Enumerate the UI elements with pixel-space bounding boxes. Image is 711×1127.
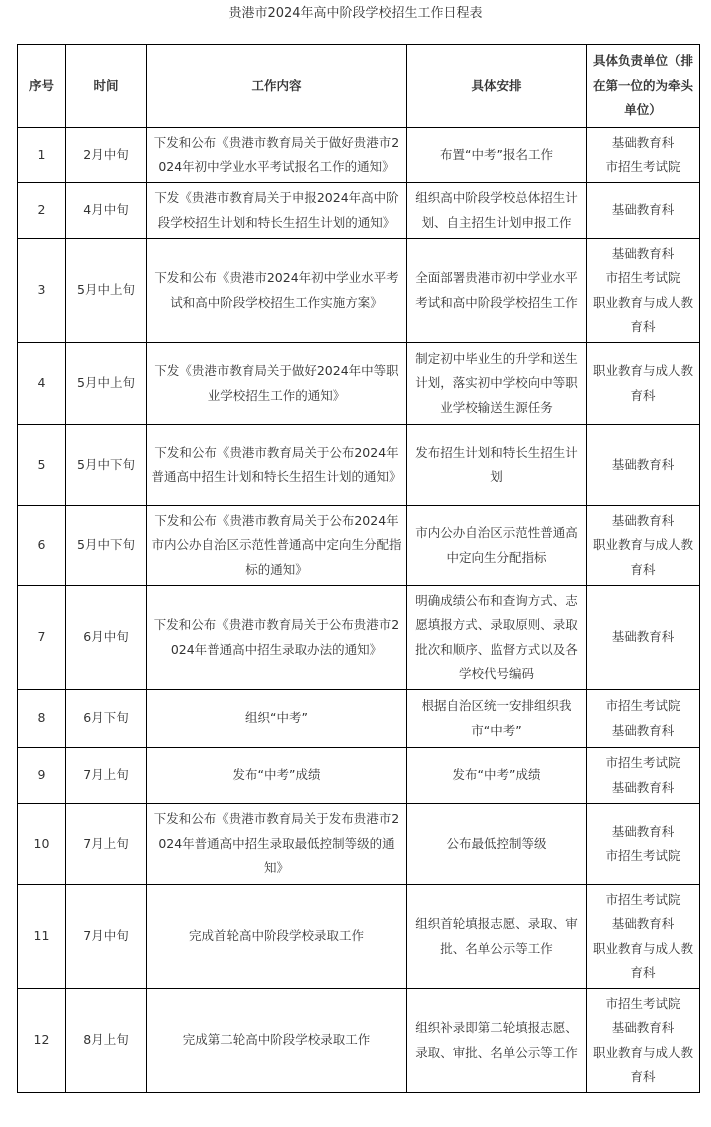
responsible-unit: 市招生考试院 xyxy=(605,848,681,863)
cell-time: 5月中上旬 xyxy=(66,343,147,425)
cell-no: 2 xyxy=(18,183,66,239)
responsible-unit: 基础教育科 xyxy=(611,1020,675,1035)
cell-no: 9 xyxy=(18,748,66,804)
header-units: 具体负责单位（排在第一位的为牵头单位） xyxy=(587,45,700,128)
table-row xyxy=(18,885,700,989)
table-row xyxy=(18,239,700,343)
cell-time: 7月中旬 xyxy=(66,885,147,989)
cell-units xyxy=(587,885,700,989)
cell-arrangement: 明确成绩公布和查询方式、志愿填报方式、录取原则、录取批次和顺序、监督方式以及各学校代号编码 xyxy=(407,586,587,690)
cell-units xyxy=(587,506,700,586)
header-row xyxy=(18,45,700,128)
cell-no: 11 xyxy=(18,885,66,989)
schedule-table xyxy=(17,44,700,1093)
cell-no: 8 xyxy=(18,690,66,748)
cell-no: 6 xyxy=(18,506,66,586)
cell-units xyxy=(587,586,700,690)
cell-content: 下发和公布《贵港市2024年初中学业水平考试和高中阶段学校招生工作实施方案》 xyxy=(147,239,407,343)
table-row xyxy=(18,183,700,239)
responsible-unit: 市招生考试院 xyxy=(605,995,681,1011)
cell-content: 下发和公布《贵港市教育局关于发布贵港市2024年普通高中招生录取最低控制等级的通知》 xyxy=(147,804,407,885)
cell-content: 完成首轮高中阶段学校录取工作 xyxy=(147,885,407,989)
header-no: 序号 xyxy=(18,45,66,128)
cell-units xyxy=(587,128,700,183)
responsible-unit: 市招生考试院 xyxy=(605,891,681,907)
responsible-unit: 市招生考试院 xyxy=(605,270,681,285)
cell-time: 5月中下旬 xyxy=(66,506,147,586)
responsible-unit: 基础教育科 xyxy=(611,722,675,738)
table-row xyxy=(18,506,700,586)
header-time: 时间 xyxy=(66,45,147,128)
header-content: 工作内容 xyxy=(147,45,407,128)
cell-units xyxy=(587,343,700,425)
cell-arrangement: 发布“中考”成绩 xyxy=(407,748,587,804)
cell-arrangement: 组织首轮填报志愿、录取、审批、名单公示等工作 xyxy=(407,885,587,989)
cell-arrangement: 发布招生计划和特长生招生计划 xyxy=(407,425,587,506)
table-row xyxy=(18,343,700,425)
cell-arrangement: 市内公办自治区示范性普通高中定向生分配指标 xyxy=(407,506,587,586)
responsible-unit: 基础教育科 xyxy=(611,134,675,150)
cell-no: 5 xyxy=(18,425,66,506)
cell-arrangement: 组织高中阶段学校总体招生计划、自主招生计划申报工作 xyxy=(407,183,587,239)
responsible-unit: 职业教育与成人教育科 xyxy=(592,1044,693,1084)
responsible-unit: 市招生考试院 xyxy=(605,698,681,713)
responsible-unit: 基础教育科 xyxy=(611,629,675,645)
table-row xyxy=(18,425,700,506)
cell-arrangement: 全面部署贵港市初中学业水平考试和高中阶段学校招生工作 xyxy=(407,239,587,343)
table-row xyxy=(18,748,700,804)
cell-no: 10 xyxy=(18,804,66,885)
cell-units xyxy=(587,239,700,343)
cell-units xyxy=(587,425,700,506)
cell-arrangement: 组织补录即第二轮填报志愿、录取、审批、名单公示等工作 xyxy=(407,989,587,1093)
cell-units xyxy=(587,690,700,748)
cell-content: 下发《贵港市教育局关于做好2024年中等职业学校招生工作的通知》 xyxy=(147,343,407,425)
cell-no: 7 xyxy=(18,586,66,690)
cell-no: 1 xyxy=(18,128,66,183)
header-arrangement: 具体安排 xyxy=(407,45,587,128)
responsible-unit: 市招生考试院 xyxy=(605,159,681,174)
responsible-unit: 职业教育与成人教育科 xyxy=(592,363,693,403)
responsible-unit: 职业教育与成人教育科 xyxy=(592,940,693,980)
page-title: 贵港市2024年高中阶段学校招生工作日程表 xyxy=(228,6,483,21)
responsible-unit: 职业教育与成人教育科 xyxy=(592,537,693,577)
cell-no: 4 xyxy=(18,343,66,425)
cell-content: 下发和公布《贵港市教育局关于公布2024年市内公办自治区示范性普通高中定向生分配指标的通知》 xyxy=(147,506,407,586)
cell-time: 7月上旬 xyxy=(66,748,147,804)
table-row xyxy=(18,586,700,690)
responsible-unit: 基础教育科 xyxy=(611,512,675,528)
table-row xyxy=(18,804,700,885)
responsible-unit: 市招生考试院 xyxy=(605,755,681,770)
cell-time: 6月中旬 xyxy=(66,586,147,690)
cell-units xyxy=(587,989,700,1093)
responsible-unit: 基础教育科 xyxy=(611,823,675,839)
table-row xyxy=(18,128,700,183)
cell-time: 4月中旬 xyxy=(66,183,147,239)
cell-time: 6月下旬 xyxy=(66,690,147,748)
responsible-unit: 基础教育科 xyxy=(611,779,675,795)
cell-time: 5月中上旬 xyxy=(66,239,147,343)
cell-content: 完成第二轮高中阶段学校录取工作 xyxy=(147,989,407,1093)
cell-time: 5月中下旬 xyxy=(66,425,147,506)
cell-arrangement: 制定初中毕业生的升学和送生计划，落实初中学校向中等职业学校输送生源任务 xyxy=(407,343,587,425)
cell-content: 下发和公布《贵港市教育局关于公布2024年普通高中招生计划和特长生招生计划的通知》 xyxy=(147,425,407,506)
cell-units xyxy=(587,748,700,804)
responsible-unit: 基础教育科 xyxy=(611,916,675,931)
cell-time: 8月上旬 xyxy=(66,989,147,1093)
cell-units xyxy=(587,183,700,239)
responsible-unit: 基础教育科 xyxy=(611,456,675,472)
responsible-unit: 职业教育与成人教育科 xyxy=(592,294,693,334)
cell-arrangement: 布置“中考”报名工作 xyxy=(407,128,587,183)
cell-no: 3 xyxy=(18,239,66,343)
responsible-unit: 基础教育科 xyxy=(611,245,675,261)
cell-content: 下发《贵港市教育局关于申报2024年高中阶段学校招生计划和特长生招生计划的通知》 xyxy=(147,183,407,239)
cell-no: 12 xyxy=(18,989,66,1093)
table-row xyxy=(18,690,700,748)
cell-units xyxy=(587,804,700,885)
cell-arrangement: 公布最低控制等级 xyxy=(407,804,587,885)
cell-time: 2月中旬 xyxy=(66,128,147,183)
cell-content: 下发和公布《贵港市教育局关于公布贵港市2024年普通高中招生录取办法的通知》 xyxy=(147,586,407,690)
cell-content: 发布“中考”成绩 xyxy=(147,748,407,804)
cell-arrangement: 根据自治区统一安排组织我市“中考” xyxy=(407,690,587,748)
cell-content: 组织“中考” xyxy=(147,690,407,748)
cell-time: 7月上旬 xyxy=(66,804,147,885)
responsible-unit: 基础教育科 xyxy=(611,202,675,218)
cell-content: 下发和公布《贵港市教育局关于做好贵港市2024年初中学业水平考试报名工作的通知》 xyxy=(147,128,407,183)
table-row xyxy=(18,989,700,1093)
